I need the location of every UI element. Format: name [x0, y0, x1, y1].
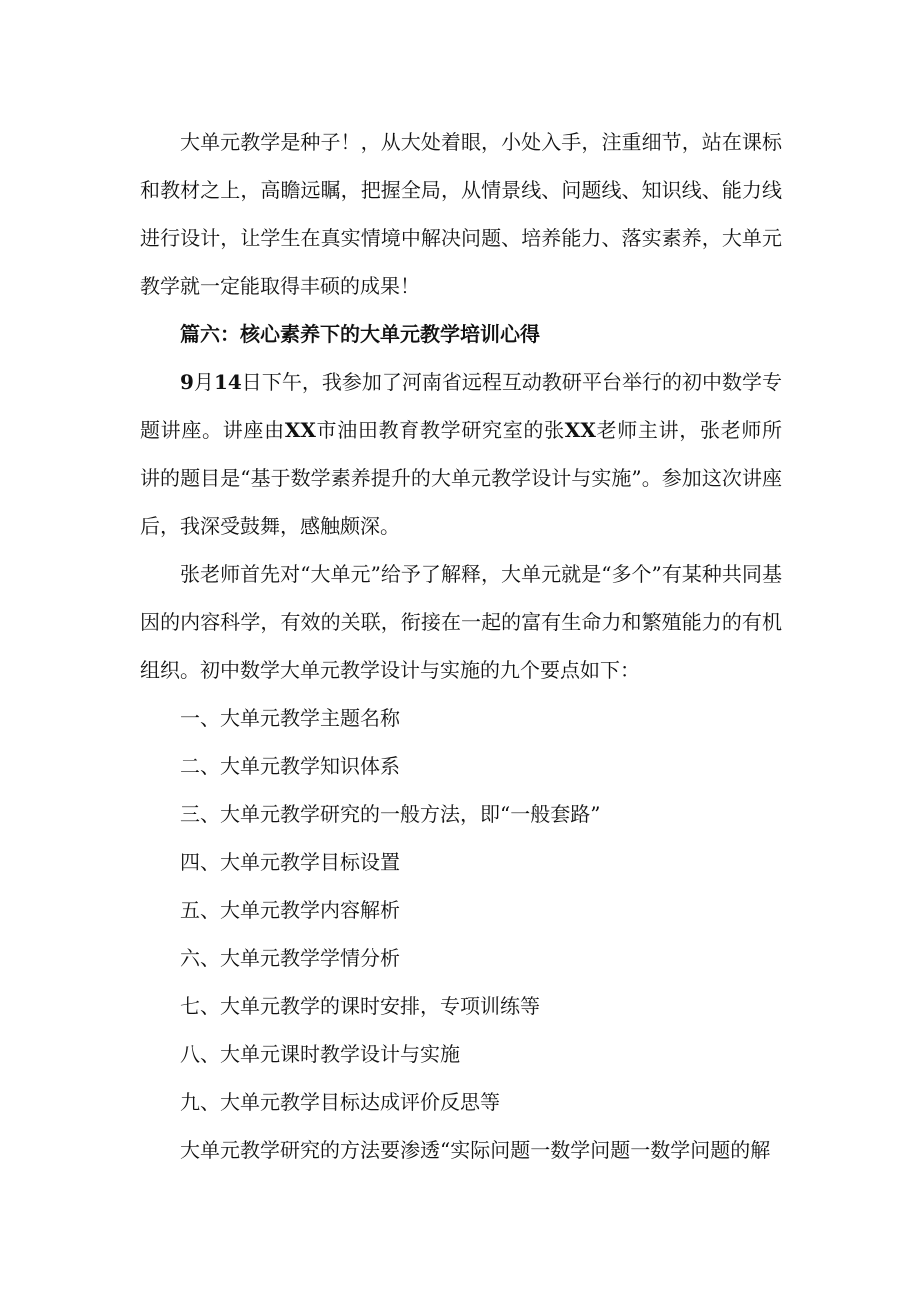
list-item: 四、大单元教学目标设置 [180, 850, 400, 874]
list-item: 三、大单元教学研究的一般方法，即“一般套路” [180, 802, 601, 826]
list-item: 七、大单元教学的课时安排，专项训练等 [180, 994, 540, 1018]
paragraph-lecture-intro [140, 358, 782, 550]
section-heading: 篇六：核心素养下的大单元教学培训心得 [180, 322, 540, 346]
paragraph-conclusion: 大单元教学是种子！，从大处着眼，小处入手，注重细节，站在课标和教材之上，高瞻远瞩，把握全局，从情景线、问题线、知识线、能力线进行设计，让学生在真实情境中解决问题、培养能力、落实素养，大单元教学就一定能取得丰硕的成果！ [140, 130, 782, 298]
text-segment: 老师主讲，张老师所讲的题目是“基于数学素养提升的大单元教学设计与实施”。参加这次讲座后，我深受鼓舞，感触颇深。 [140, 418, 783, 538]
list-item: 六、大单元教学学情分析 [180, 946, 400, 970]
placeholder-name: XX [564, 418, 596, 442]
paragraph-method: 大单元教学研究的方法要渗透“实际问题一数学问题一数学问题的解 [180, 1138, 771, 1162]
text-segment: 月 [193, 370, 214, 394]
text-segment: 市油田教育教学研究室的张 [315, 418, 565, 442]
text-segment: 日下午，我参加了河南省远程互动教研平台举行的初中数学专题讲座。讲座由 [140, 370, 783, 442]
date-day-number: 9 [180, 370, 194, 394]
document-body [140, 118, 782, 1174]
list-item: 九、大单元教学目标达成评价反思等 [180, 1090, 500, 1114]
list-item: 一、大单元教学主题名称 [180, 706, 400, 730]
paragraph-definition: 张老师首先对“大单元”给予了解释，大单元就是“多个”有某种共同基因的内容科学，有效的关联，衔接在一起的富有生命力和繁殖能力的有机组织。初中数学大单元教学设计与实施的九个要点如下： [140, 562, 782, 682]
list-item: 五、大单元教学内容解析 [180, 898, 400, 922]
placeholder-city: XX [284, 418, 316, 442]
list-item: 八、大单元课时教学设计与实施 [180, 1042, 460, 1066]
list-item: 二、大单元教学知识体系 [180, 754, 400, 778]
date-month-number: 14 [213, 370, 242, 394]
